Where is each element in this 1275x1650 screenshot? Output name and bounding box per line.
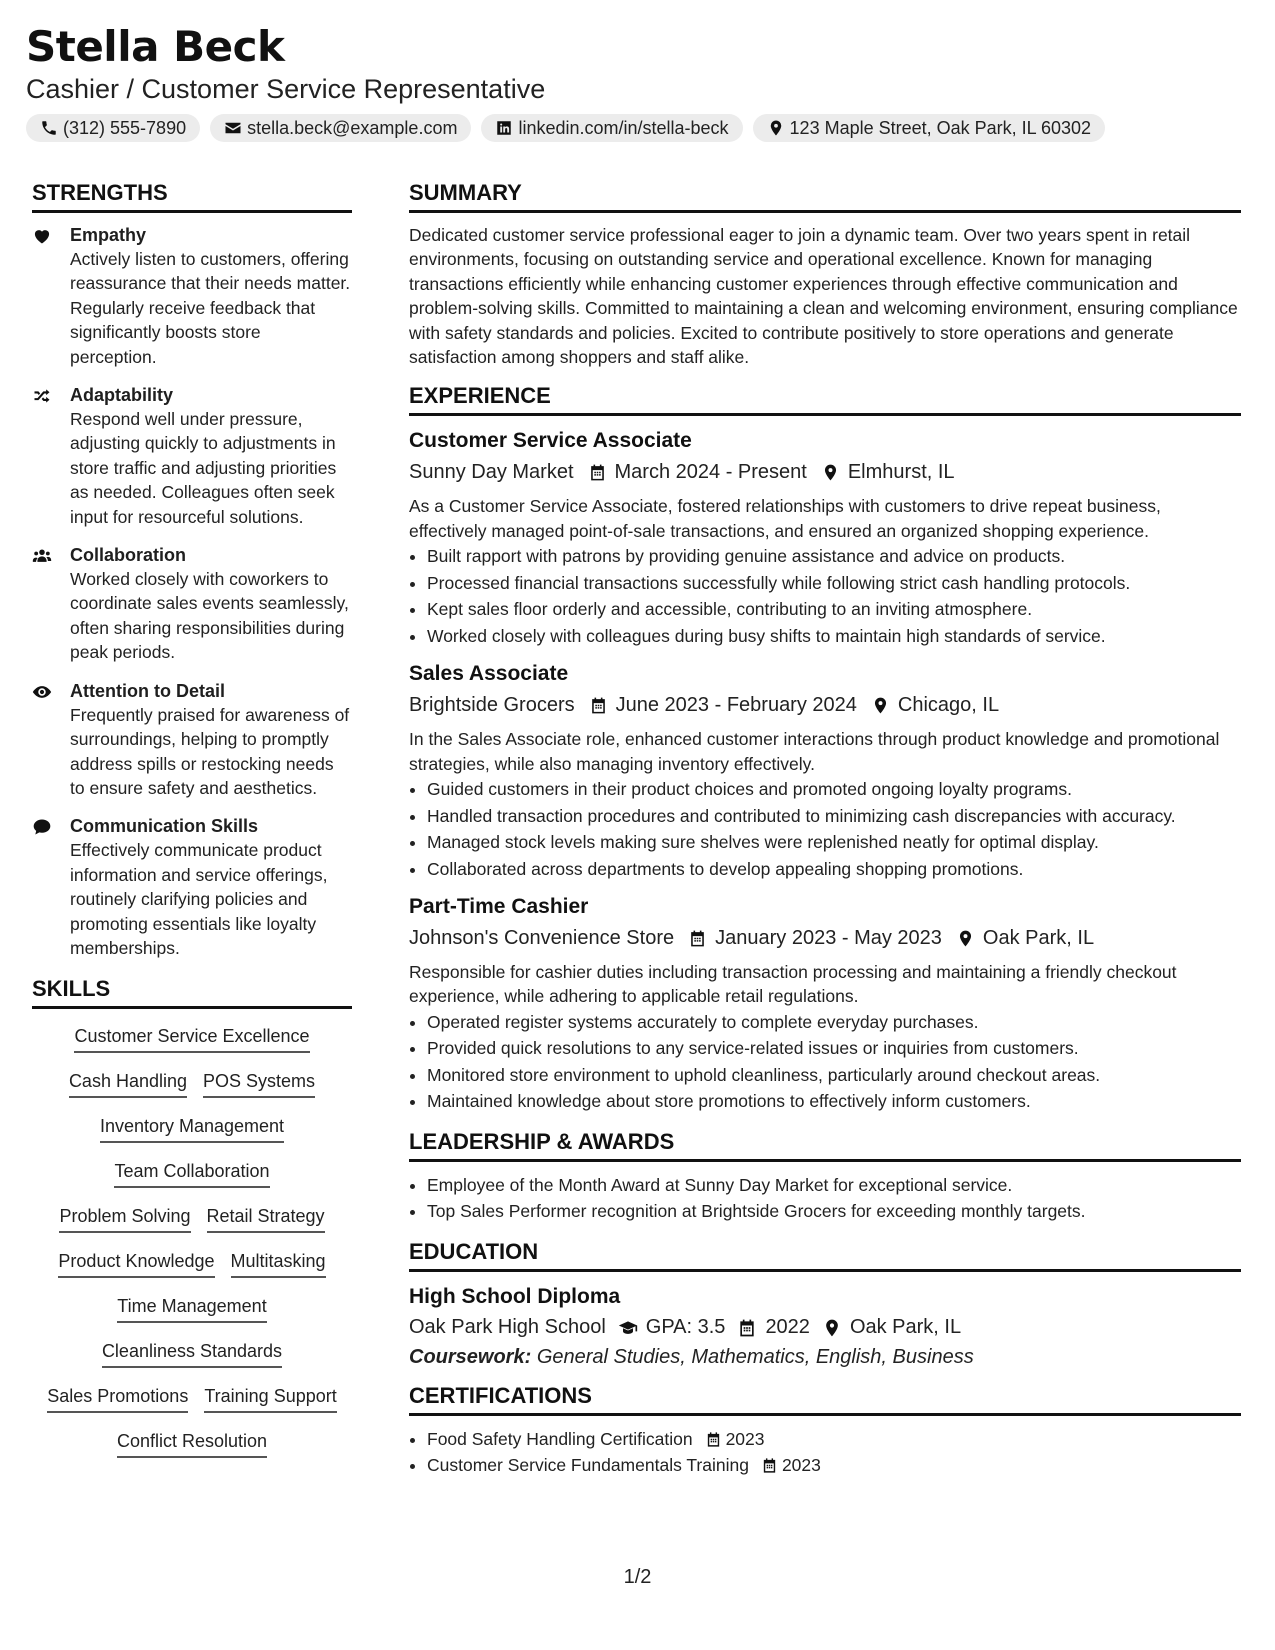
email-chip[interactable] [210, 114, 471, 142]
education-section [409, 1239, 1241, 1369]
job-description: As a Customer Service Associate, fostered relationships with customers to drive repeat business, effectively managed point-of-sale transactions, and ensured an organized shopping experience. [409, 496, 1161, 541]
list-item: • Kept sales floor orderly and accessible, contributing to an inviting atmosphere. [427, 596, 1241, 623]
leadership-heading: LEADERSHIP & AWARDS [409, 1129, 1241, 1162]
map-pin-icon [956, 929, 975, 948]
strength-description: Worked closely with coworkers to coordinate sales events seamlessly, often sharing responsibilities during peak periods. [70, 569, 349, 663]
skill-row [32, 1070, 352, 1115]
map-pin-icon [821, 463, 840, 482]
list-item [427, 1452, 1241, 1479]
map-pin-icon [822, 1318, 842, 1338]
list-item: • Managed stock levels making sure shelves were replenished neatly for optimal display. [427, 829, 1241, 856]
education-meta [409, 1312, 1241, 1344]
job-entry [409, 426, 1241, 649]
skill-tag: Cash Handling [69, 1070, 187, 1098]
phone-chip[interactable] [26, 114, 200, 142]
coursework-text: General Studies, Mathematics, English, Business [536, 1345, 974, 1368]
list-item: • Processed financial transactions successfully while following strict cash handling protocols. [427, 570, 1241, 597]
skills-heading: SKILLS [32, 976, 352, 1009]
list-item: • Collaborated across departments to develop appealing shopping promotions. [427, 856, 1241, 883]
experience-section [409, 383, 1241, 1114]
strength-title: Adaptability [70, 385, 174, 406]
skill-tag: Multitasking [231, 1250, 326, 1278]
skill-row [32, 1340, 352, 1385]
coursework-label: Coursework: [409, 1345, 532, 1368]
calendar-icon [737, 1318, 757, 1338]
graduation-cap-icon [618, 1318, 638, 1338]
degree-title: High School Diploma [409, 1284, 621, 1308]
job-entry [409, 659, 1241, 882]
strengths-heading: STRENGTHS [32, 180, 352, 213]
skills-section [32, 976, 352, 1475]
job-company: Sunny Day Market [409, 460, 574, 483]
skill-row [32, 1295, 352, 1340]
skill-tag: Time Management [117, 1295, 266, 1323]
skill-row [32, 1385, 352, 1430]
calendar-icon [588, 463, 607, 482]
calendar-icon [589, 696, 608, 715]
strength-description: Frequently praised for awareness of surroundings, helping to promptly address spills or restocking needs to ensure safety and aesthetics. [70, 704, 350, 798]
strength-title: Communication Skills [70, 816, 259, 837]
right-column [409, 180, 1241, 1493]
skill-row [32, 1115, 352, 1160]
comment-icon [32, 817, 52, 837]
job-location: Chicago, IL [897, 693, 1000, 716]
education-year: 2022 [765, 1316, 810, 1339]
summary-text: Dedicated customer service professional eager to join a dynamic team. Over two years spent in retail environments, focusing on outstanding service and operational excellence. Known for managing transactions efficiently while enhancing customer experiences through effective communication and problem-solving skills. Committed to maintaining a clean and welcoming environment, ensuring compliance with safety standards and policies. Excited to contribute positively to store operations and generate satisfaction among shoppers and staff alike. [409, 225, 1238, 368]
job-location: Elmhurst, IL [847, 460, 955, 483]
job-title: Sales Associate [409, 662, 569, 686]
skill-row [32, 1430, 352, 1475]
cert-year: 2023 [781, 1455, 821, 1476]
strength-title: Empathy [70, 225, 147, 245]
map-pin-icon [871, 696, 890, 715]
left-column [32, 180, 352, 1475]
gpa-text: GPA: 3.5 [645, 1316, 726, 1339]
job-title: Customer Service Associate [409, 429, 692, 453]
skill-row [32, 1025, 352, 1070]
strength-item [32, 383, 352, 529]
skill-tag: Product Knowledge [58, 1250, 214, 1278]
candidate-role: Cashier / Customer Service Representative [26, 74, 546, 104]
skill-tag: Sales Promotions [47, 1385, 188, 1413]
job-company: Johnson's Convenience Store [409, 926, 675, 949]
school-name: Oak Park High School [409, 1316, 606, 1339]
cert-name: • Customer Service Fundamentals Training [427, 1455, 749, 1476]
education-location: Oak Park, IL [849, 1316, 962, 1339]
skill-tag: Training Support [204, 1385, 336, 1413]
job-bullets [409, 776, 1241, 882]
skill-tag: Inventory Management [100, 1115, 284, 1143]
skill-tag: POS Systems [203, 1070, 315, 1098]
linkedin-chip[interactable] [481, 114, 742, 142]
skill-tag: Retail Strategy [207, 1205, 325, 1233]
job-meta [409, 922, 1241, 954]
skill-row [32, 1160, 352, 1205]
skill-tag: Conflict Resolution [117, 1430, 267, 1458]
job-dates: January 2023 - May 2023 [715, 926, 942, 949]
job-description: Responsible for cashier duties including transaction processing and maintaining a friendly checkout experience, while adhering to applicable retail regulations. [409, 962, 1177, 1007]
cert-name: • Food Safety Handling Certification [427, 1428, 693, 1449]
job-dates: June 2023 - February 2024 [615, 693, 857, 716]
strength-item [32, 223, 352, 369]
strength-item [32, 543, 352, 665]
certifications-section [409, 1383, 1241, 1479]
page-number: 1/2 [623, 1566, 652, 1588]
list-item: • Worked closely with colleagues during busy shifts to maintain high standards of service. [427, 623, 1241, 650]
leadership-section [409, 1129, 1241, 1225]
skill-tag: Team Collaboration [114, 1160, 269, 1188]
calendar-icon [688, 929, 707, 948]
education-heading: EDUCATION [409, 1239, 1241, 1272]
calendar-icon [705, 1431, 722, 1448]
email-text: stella.beck@example.com [247, 117, 458, 138]
phone-text: (312) 555-7890 [63, 117, 187, 138]
job-bullets [409, 543, 1241, 649]
list-item: • Top Sales Performer recognition at Brightside Grocers for exceeding monthly targets. [427, 1198, 1241, 1225]
list-item: • Handled transaction procedures and contributed to minimizing cash discrepancies with accuracy. [427, 803, 1241, 830]
calendar-icon [761, 1457, 778, 1474]
envelope-icon [224, 119, 242, 137]
skill-tag: Customer Service Excellence [74, 1025, 309, 1053]
job-description: In the Sales Associate role, enhanced customer interactions through product knowledge and promotional strategies, while also managing inventory effectively. [409, 729, 1220, 774]
address-chip[interactable] [753, 114, 1106, 142]
strength-item [32, 814, 352, 960]
experience-heading: EXPERIENCE [409, 383, 1241, 416]
job-meta [409, 456, 1241, 488]
skill-row [32, 1205, 352, 1250]
strength-title: Collaboration [70, 545, 186, 566]
job-company: Brightside Grocers [409, 693, 575, 716]
heart-icon [32, 226, 52, 246]
job-meta [409, 689, 1241, 721]
shuffle-icon [32, 386, 52, 406]
list-item: • Built rapport with patrons by providing genuine assistance and advice on products. [427, 543, 1241, 570]
list-item: • Monitored store environment to uphold cleanliness, particularly around checkout areas. [427, 1062, 1241, 1089]
strength-description: Effectively communicate product information and service offerings, routinely clarifying policies and promoting essentials like loyalty memberships. [70, 840, 328, 958]
skill-tag: Problem Solving [59, 1205, 190, 1233]
certifications-bullets [409, 1426, 1241, 1479]
map-pin-icon [767, 119, 785, 137]
job-title: Part-Time Cashier [409, 895, 589, 919]
list-item: • Maintained knowledge about store promotions to effectively inform customers. [427, 1088, 1241, 1115]
strength-description: Actively listen to customers, offering reassurance that their needs matter. Regularly receive feedback that significantly boosts store perception. [70, 249, 351, 367]
strength-description: Respond well under pressure, adjusting quickly to adjustments in store traffic and adjusting priorities as needed. Colleagues often seek input for resourceful solutions. [70, 409, 337, 527]
skill-row [32, 1250, 352, 1295]
coursework-line [409, 1346, 1241, 1369]
certifications-heading: CERTIFICATIONS [409, 1383, 1241, 1416]
job-location: Oak Park, IL [982, 926, 1095, 949]
linkedin-text: linkedin.com/in/stella-beck [518, 117, 729, 138]
list-item: • Operated register systems accurately to complete everyday purchases. [427, 1009, 1241, 1036]
summary-section [409, 180, 1241, 369]
skill-tag: Cleanliness Standards [102, 1340, 282, 1368]
strength-item [32, 679, 352, 801]
list-item: • Employee of the Month Award at Sunny Day Market for exceptional service. [427, 1172, 1241, 1199]
strength-title: Attention to Detail [70, 680, 225, 701]
contact-bar [26, 114, 1105, 142]
candidate-name: Stella Beck [26, 22, 285, 71]
list-item: • Guided customers in their product choices and promoted ongoing loyalty programs. [427, 776, 1241, 803]
leadership-bullets [409, 1172, 1241, 1225]
job-dates: March 2024 - Present [614, 460, 807, 483]
address-text: 123 Maple Street, Oak Park, IL 60302 [789, 117, 1092, 138]
job-entry [409, 892, 1241, 1115]
linkedin-icon [495, 119, 513, 137]
users-icon [32, 546, 52, 566]
summary-heading: SUMMARY [409, 180, 1241, 213]
list-item: • Provided quick resolutions to any service-related issues or inquiries from customers. [427, 1035, 1241, 1062]
job-bullets [409, 1009, 1241, 1115]
cert-year: 2023 [725, 1428, 765, 1449]
phone-icon [40, 119, 58, 137]
eye-icon [32, 682, 52, 702]
list-item [427, 1426, 1241, 1453]
